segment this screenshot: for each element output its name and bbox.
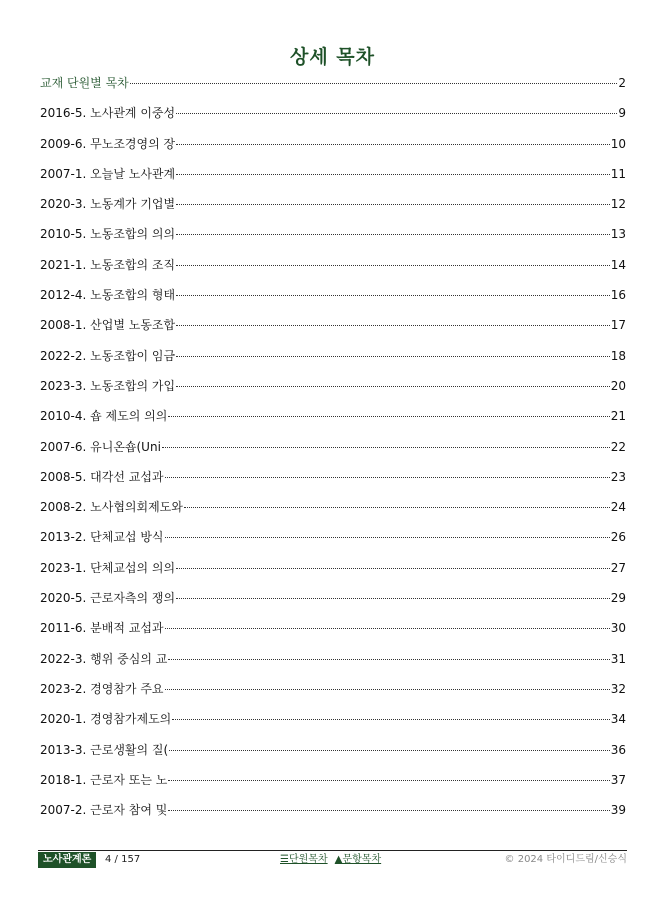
toc-entry[interactable] — [40, 616, 626, 646]
dot-leader — [184, 507, 610, 508]
toc-entry[interactable] — [40, 465, 626, 495]
dot-leader — [176, 598, 610, 599]
toc-entry-page: 24 — [610, 500, 626, 515]
dot-leader — [176, 234, 610, 235]
dot-leader — [162, 447, 610, 448]
toc-entry-label: 2007-1. 오늘날 노사관계 — [40, 166, 176, 181]
toc-entry[interactable] — [40, 344, 626, 374]
copyright: © 2024 타이디드림/신승식 — [504, 854, 627, 865]
toc-entry-label: 교재 단원별 목차 — [40, 76, 129, 90]
dot-leader — [176, 386, 610, 387]
toc-entry-page: 27 — [610, 560, 626, 575]
toc-entry-page: 39 — [610, 803, 626, 818]
toc-list — [40, 71, 626, 828]
toc-entry-label: 2023-1. 단체교섭의 의의 — [40, 560, 176, 575]
toc-entry-label: 2012-4. 노동조합의 형태 — [40, 288, 176, 303]
toc-entry-label: 2013-2. 단체교섭 방식 — [40, 530, 164, 545]
toc-entry-page: 20 — [610, 378, 626, 393]
dot-leader — [168, 416, 609, 417]
page-number: 4 / 157 — [105, 854, 141, 865]
dot-leader — [176, 204, 610, 205]
dot-leader — [168, 810, 609, 811]
toc-entry-label: 2008-1. 산업별 노동조합 — [40, 318, 176, 333]
toc-entry-label: 2022-2. 노동조합이 임금 — [40, 348, 176, 363]
dot-leader — [172, 719, 609, 720]
toc-entry-label: 2021-1. 노동조합의 조직 — [40, 257, 176, 272]
book-badge: 노사관계론 — [38, 852, 96, 868]
toc-entry-page: 11 — [610, 166, 626, 181]
toc-entry-label: 2023-3. 노동조합의 가입 — [40, 378, 176, 393]
toc-entry-label: 2007-6. 유니온숍(Uni — [40, 439, 161, 454]
toc-entry-label: 2010-4. 숍 제도의 의의 — [40, 409, 168, 424]
toc-entry[interactable] — [40, 404, 626, 434]
dot-leader — [169, 750, 610, 751]
toc-entry-label: 2018-1. 근로자 또는 노 — [40, 772, 168, 787]
toc-entry-label: 2020-1. 경영참가제도의 — [40, 712, 172, 727]
dot-leader — [165, 689, 610, 690]
toc-entry-page: 32 — [610, 681, 626, 696]
dot-leader — [168, 780, 609, 781]
toc-entry[interactable] — [40, 71, 626, 101]
toc-entry[interactable] — [40, 707, 626, 737]
toc-entry[interactable] — [40, 525, 626, 555]
toc-entry[interactable] — [40, 556, 626, 586]
toc-entry-page: 13 — [610, 227, 626, 242]
toc-entry[interactable] — [40, 768, 626, 798]
toc-entry[interactable] — [40, 647, 626, 677]
toc-entry-page: 36 — [610, 742, 626, 757]
dot-leader — [176, 174, 610, 175]
toc-entry-page: 26 — [610, 530, 626, 545]
toc-entry-page: 29 — [610, 591, 626, 606]
dot-leader — [165, 477, 610, 478]
dot-leader — [176, 568, 610, 569]
toc-entry[interactable] — [40, 798, 626, 828]
toc-entry-page: 2 — [618, 76, 626, 90]
toc-entry[interactable] — [40, 192, 626, 222]
toc-entry-label: 2011-6. 분배적 교섭과 — [40, 621, 164, 636]
dot-leader — [176, 295, 610, 296]
dot-leader — [168, 659, 609, 660]
footer — [38, 852, 627, 868]
toc-entry[interactable] — [40, 101, 626, 131]
toc-entry[interactable] — [40, 374, 626, 404]
toc-entry-label: 2023-2. 경영참가 주요 — [40, 681, 164, 696]
toc-entry-label: 2020-3. 노동계가 기업별 — [40, 197, 176, 212]
toc-entry-page: 22 — [610, 439, 626, 454]
toc-entry[interactable] — [40, 586, 626, 616]
dot-leader — [176, 265, 610, 266]
toc-entry-label: 2016-5. 노사관계 이중성 — [40, 106, 176, 121]
dot-leader — [130, 83, 617, 84]
toc-entry-label: 2007-2. 근로자 참여 및 — [40, 803, 168, 818]
toc-entry-label: 2020-5. 근로자측의 쟁의 — [40, 591, 176, 606]
toc-entry-page: 23 — [610, 469, 626, 484]
toc-entry-page: 14 — [610, 257, 626, 272]
toc-entry-page: 17 — [610, 318, 626, 333]
toc-entry[interactable] — [40, 162, 626, 192]
toc-entry-page: 16 — [610, 288, 626, 303]
toc-entry[interactable] — [40, 253, 626, 283]
toc-entry[interactable] — [40, 677, 626, 707]
toc-entry-page: 37 — [610, 772, 626, 787]
question-toc-link[interactable]: ▲문항목차 — [334, 854, 382, 865]
toc-entry-page: 9 — [618, 106, 626, 121]
footer-divider — [38, 850, 627, 851]
toc-entry-page: 12 — [610, 197, 626, 212]
toc-entry-page: 34 — [610, 712, 626, 727]
toc-entry[interactable] — [40, 495, 626, 525]
footer-nav — [280, 853, 385, 867]
dot-leader — [176, 144, 610, 145]
toc-entry-page: 21 — [610, 409, 626, 424]
toc-entry-label: 2010-5. 노동조합의 의의 — [40, 227, 176, 242]
toc-entry[interactable] — [40, 283, 626, 313]
toc-entry-page: 18 — [610, 348, 626, 363]
toc-entry-label: 2022-3. 행위 중심의 교 — [40, 651, 168, 666]
toc-entry[interactable] — [40, 222, 626, 252]
dot-leader — [165, 537, 610, 538]
toc-entry[interactable] — [40, 738, 626, 768]
dot-leader — [176, 325, 610, 326]
toc-entry-label: 2008-2. 노사협의회제도와 — [40, 500, 183, 515]
dot-leader — [176, 356, 610, 357]
toc-entry-page: 10 — [610, 136, 626, 151]
toc-entry[interactable] — [40, 435, 626, 465]
toc-entry-label: 2009-6. 무노조경영의 장 — [40, 136, 176, 151]
dot-leader — [165, 628, 610, 629]
toc-entry-label: 2013-3. 근로생활의 질( — [40, 742, 169, 757]
dot-leader — [176, 113, 617, 114]
toc-entry-label: 2008-5. 대각선 교섭과 — [40, 469, 164, 484]
unit-toc-link[interactable]: ☰단원목차 — [280, 854, 328, 865]
page-title: 상세 목차 — [289, 46, 376, 68]
toc-entry-page: 31 — [610, 651, 626, 666]
toc-entry[interactable] — [40, 132, 626, 162]
toc-entry[interactable] — [40, 313, 626, 343]
toc-entry-page: 30 — [610, 621, 626, 636]
